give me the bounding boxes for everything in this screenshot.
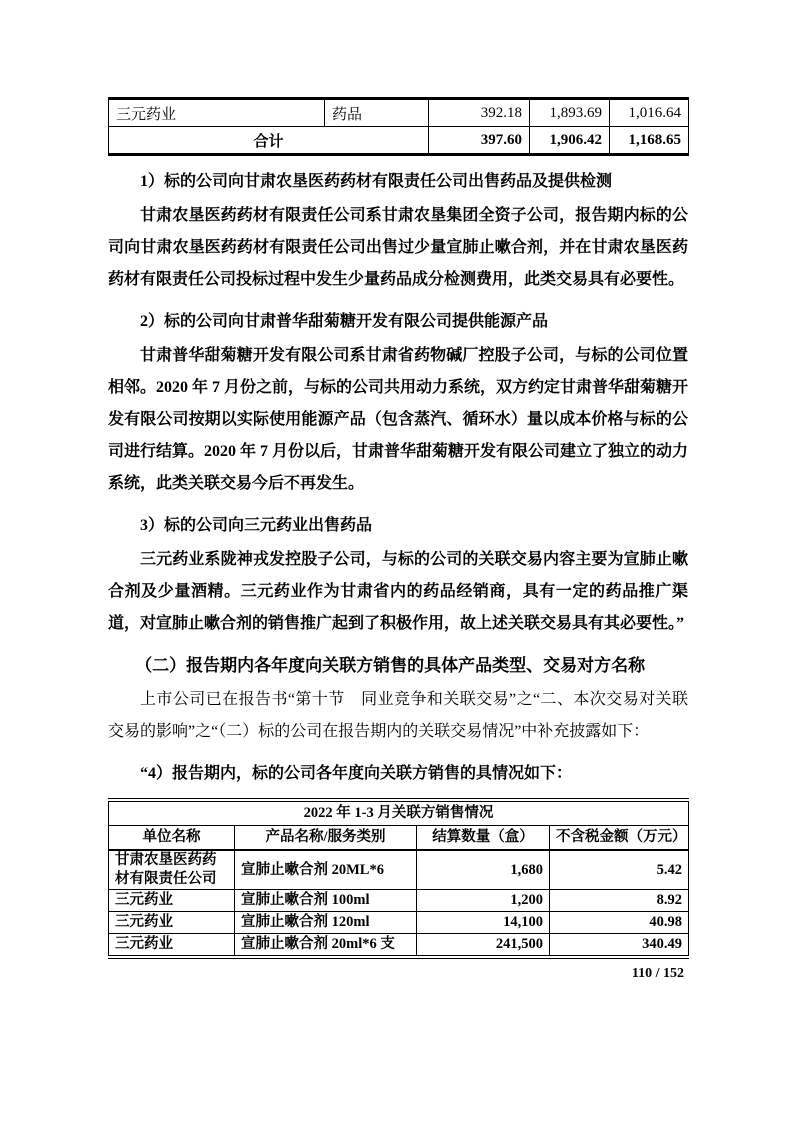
column-header: 单位名称 xyxy=(109,826,235,851)
quantity-cell: 241,500 xyxy=(417,934,550,958)
company-name-cell: 三元药业 xyxy=(109,99,325,127)
product-cell: 宣肺止嗽合剂 20ML*6 xyxy=(235,850,417,890)
column-header: 不含税金额（万元） xyxy=(550,826,689,851)
table-row xyxy=(109,850,689,890)
amount-cell: 40.98 xyxy=(550,912,689,934)
amount-cell: 340.49 xyxy=(550,934,689,958)
table-row xyxy=(109,890,689,912)
value-cell: 392.18 xyxy=(429,99,530,127)
quantity-cell: 1,200 xyxy=(417,890,550,912)
section-2-heading: （二）报告期内各年度向关联方销售的具体产品类型、交易对方名称 xyxy=(135,656,646,675)
quantity-cell: 14,100 xyxy=(417,912,550,934)
item1-heading: 1）标的公司向甘肃农垦医药药材有限责任公司出售药品及提供检测 xyxy=(140,173,613,190)
sales-table-header-row xyxy=(109,826,689,851)
unit-name-cell: 三元药业 xyxy=(109,890,235,912)
amount-cell: 8.92 xyxy=(550,890,689,912)
total-label: 合计 xyxy=(109,127,429,155)
value-cell: 1,893.69 xyxy=(530,99,610,127)
table-row xyxy=(109,934,689,958)
amount-cell: 5.42 xyxy=(550,850,689,890)
product-cell: 宣肺止嗽合剂 120ml xyxy=(235,912,417,934)
unit-name-cell: 三元药业 xyxy=(109,934,235,958)
quantity-cell: 1,680 xyxy=(417,850,550,890)
paragraph-4: 上市公司已在报告书“第十节 同业竞争和关联交易”之“二、本次交易对关联交易的影响”之“（二）标的公司在报告期内的关联交易情况”中补充披露如下： xyxy=(108,691,688,740)
unit-name-cell: 三元药业 xyxy=(109,912,235,934)
sales-table-title-row xyxy=(109,800,689,826)
page-number: 110 / 152 xyxy=(631,966,684,981)
table-row xyxy=(109,912,689,934)
value-cell: 1,016.64 xyxy=(610,99,689,127)
related-party-summary-table xyxy=(108,97,689,156)
category-cell: 药品 xyxy=(325,99,429,127)
sales-table-title: 2022 年 1-3 月关联方销售情况 xyxy=(109,800,689,826)
item3-heading: 3）标的公司向三元药业出售药品 xyxy=(140,517,373,534)
paragraph-1: 甘肃农垦医药药材有限责任公司系甘肃农垦集团全资子公司，报告期内标的公司向甘肃农垦医药药材有限责任公司出售过少量宣肺止嗽合剂，并在甘肃农垦医药药材有限责任公司投标过程中发生少量药品成分检测费用，此类交易具有必要性。 xyxy=(108,207,688,288)
total-value-cell: 397.60 xyxy=(429,127,530,155)
paragraph-3: 三元药业系陇神戎发控股子公司，与标的公司的关联交易内容主要为宣肺止嗽合剂及少量酒精。三元药业作为甘肃省内的药品经销商，具有一定的药品推广渠道，对宣肺止嗽合剂的销售推广起到了积极作用，故上述关联交易具有其必要性。” xyxy=(108,551,688,632)
total-row xyxy=(109,127,689,155)
unit-name-cell: 甘肃农垦医药药材有限责任公司 xyxy=(109,850,235,890)
product-cell: 宣肺止嗽合剂 20ml*6 支 xyxy=(235,934,417,958)
item2-heading: 2）标的公司向甘肃普华甜菊糖开发有限公司提供能源产品 xyxy=(140,313,549,330)
page-content xyxy=(108,0,688,982)
table-row xyxy=(109,99,689,127)
total-value-cell: 1,906.42 xyxy=(530,127,610,155)
item4-heading: “4）报告期内，标的公司各年度向关联方销售的具情况如下： xyxy=(140,765,573,782)
sales-2022-table xyxy=(108,798,689,959)
column-header: 产品名称/服务类别 xyxy=(235,826,417,851)
paragraph-2: 甘肃普华甜菊糖开发有限公司系甘肃省药物碱厂控股子公司，与标的公司位置相邻。2020 年 7 月份之前，与标的公司共用动力系统，双方约定甘肃普华甜菊糖开发有限公司按期以实际使用能源产品（包含蒸汽、循环水）量以成本价格与标的公司进行结算。2020 年 7 月份以后，甘肃普华甜菊糖开发有限公司建立了独立的动力系统，此类关联交易今后不再发生。 xyxy=(108,347,689,492)
column-header: 结算数量（盒） xyxy=(417,826,550,851)
product-cell: 宣肺止嗽合剂 100ml xyxy=(235,890,417,912)
total-value-cell: 1,168.65 xyxy=(610,127,689,155)
